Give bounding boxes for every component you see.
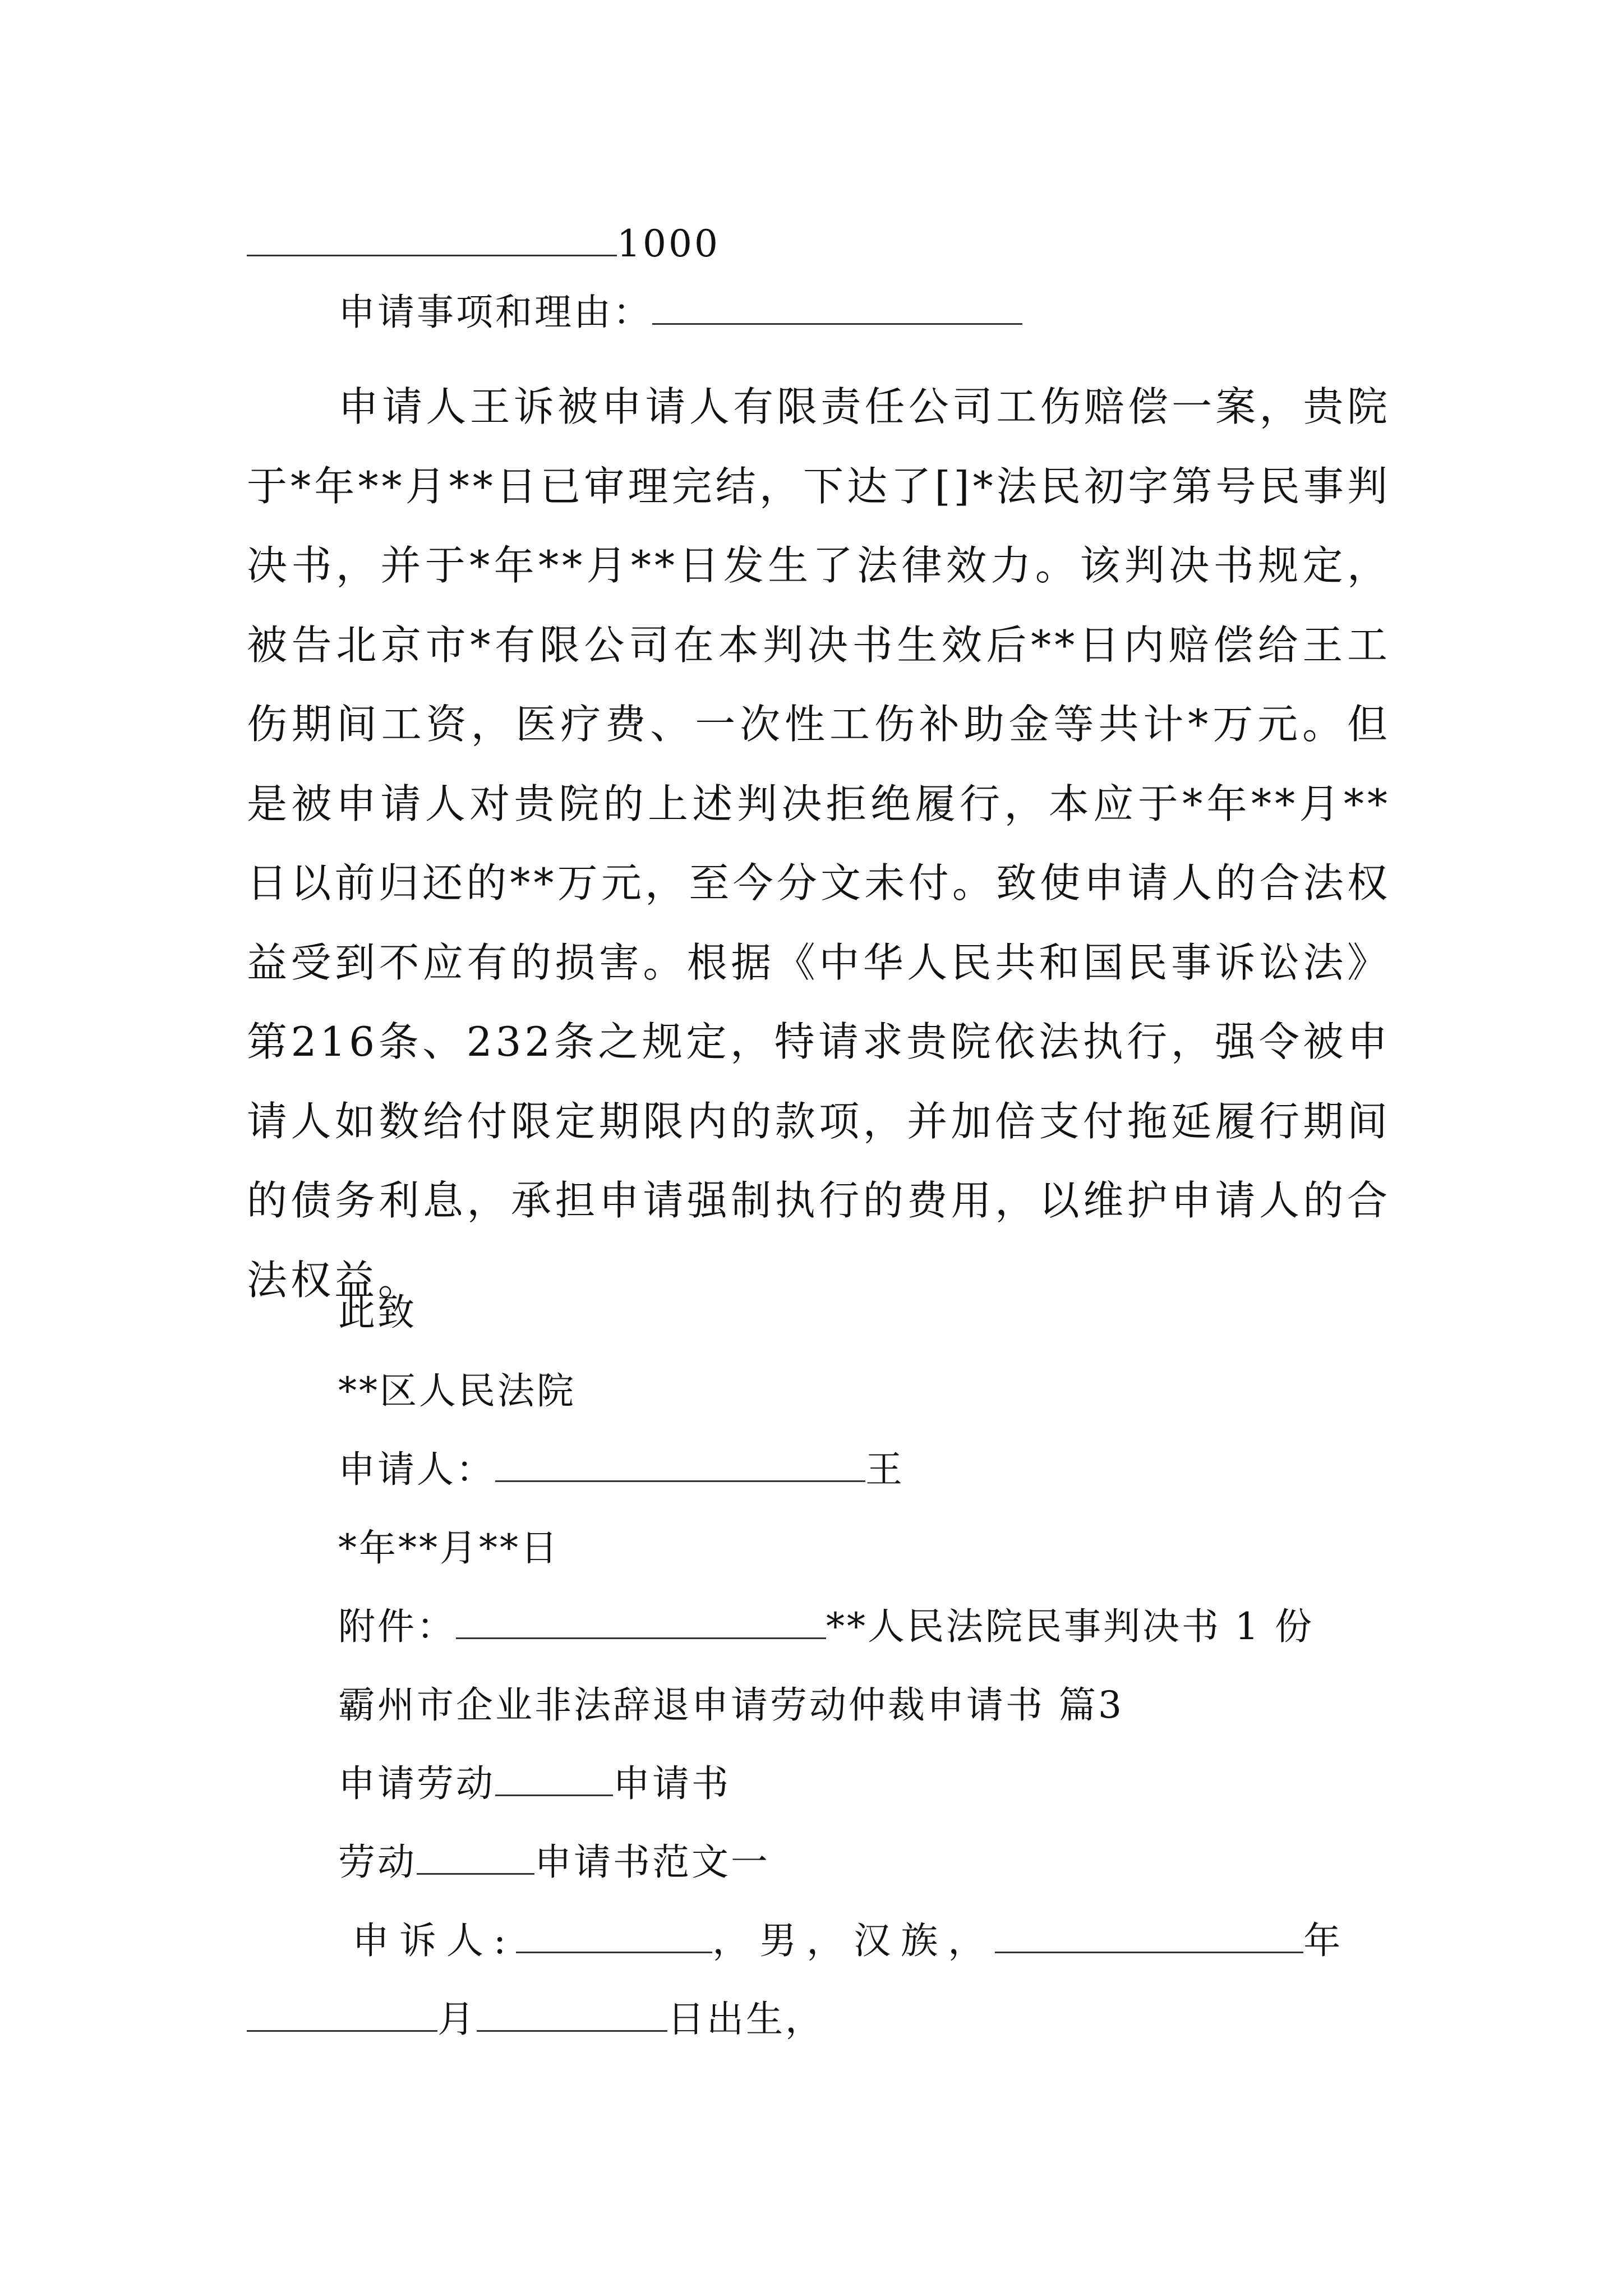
attachment-value: **人民法院民事判决书 1 份 (826, 1605, 1314, 1648)
month-suffix: 月 (437, 1998, 477, 2041)
blank-line (247, 220, 617, 256)
claimant-label: 申诉人: (352, 1919, 517, 1962)
applicant-label: 申请人： (338, 1448, 495, 1491)
section-heading: 申请事项和理由： (338, 291, 652, 334)
top-number-line (247, 216, 720, 272)
blank-line (652, 288, 1022, 325)
salutation: 此致 (338, 1291, 417, 1334)
heading-1 (338, 1756, 731, 1812)
body-paragraph: 申请人王诉被申请人有限责任公司工伤赔偿一案，贵院于*年**月**日已审理完结，下达了[]*法民初字第号民事判决书，并于*年**月**日发生了法律效力。该判决书规定，被告北京市*有限公司在本判决书生效后**日内赔偿给王工伤期间工资，医疗费、一次性工伤补助金等共计*万元。但是被申请人对贵院的上述判决拒绝履行，本应于*年**月**日以前归还的**万元，至今分文未付。致使申请人的合法权益受到不应有的损害。根据《中华人民共和国民事诉讼法》第216条、232条之规定，特请求贵院依法执行，强令被申请人如数给付限定期限内的款项，并加倍支付拖延履行期间的债务利息，承担申请强制执行的费用，以维护申请人的合法权益。 (247, 383, 1391, 1304)
attachment-line (338, 1599, 1314, 1655)
claimant-line (352, 1913, 1350, 1969)
top-number: 1000 (617, 222, 720, 265)
claimant-ethnicity: 汉族， (854, 1919, 995, 1962)
blank-line (417, 1838, 534, 1875)
heading-1-pre: 申请劳动 (338, 1762, 495, 1805)
heading-2-pre: 劳动 (338, 1841, 417, 1884)
blank-line (477, 1995, 667, 2032)
heading-2 (338, 1834, 770, 1890)
claimant-gender: ，男， (712, 1919, 854, 1962)
heading-2-post: 申请书范文一 (534, 1841, 770, 1884)
blank-line (516, 1917, 712, 1953)
applicant-name: 王 (865, 1448, 905, 1491)
heading-1-post: 申请书 (613, 1762, 731, 1805)
blank-line (995, 1917, 1303, 1953)
blank-line (495, 1760, 613, 1796)
attachment-label: 附件： (338, 1605, 456, 1648)
date: *年**月**日 (338, 1526, 560, 1570)
day-suffix: 日出生， (667, 1998, 824, 2041)
article-title: 霸州市企业非法辞退申请劳动仲裁申请书 篇3 (338, 1683, 1124, 1727)
section-heading-line (338, 284, 1022, 341)
birth-date-line (247, 1991, 824, 2047)
applicant-line (338, 1442, 905, 1498)
court-name: **区人民法院 (338, 1369, 576, 1412)
year-suffix: 年 (1303, 1919, 1351, 1962)
blank-line (456, 1603, 826, 1639)
blank-line (247, 1995, 437, 2032)
blank-line (495, 1446, 865, 1482)
